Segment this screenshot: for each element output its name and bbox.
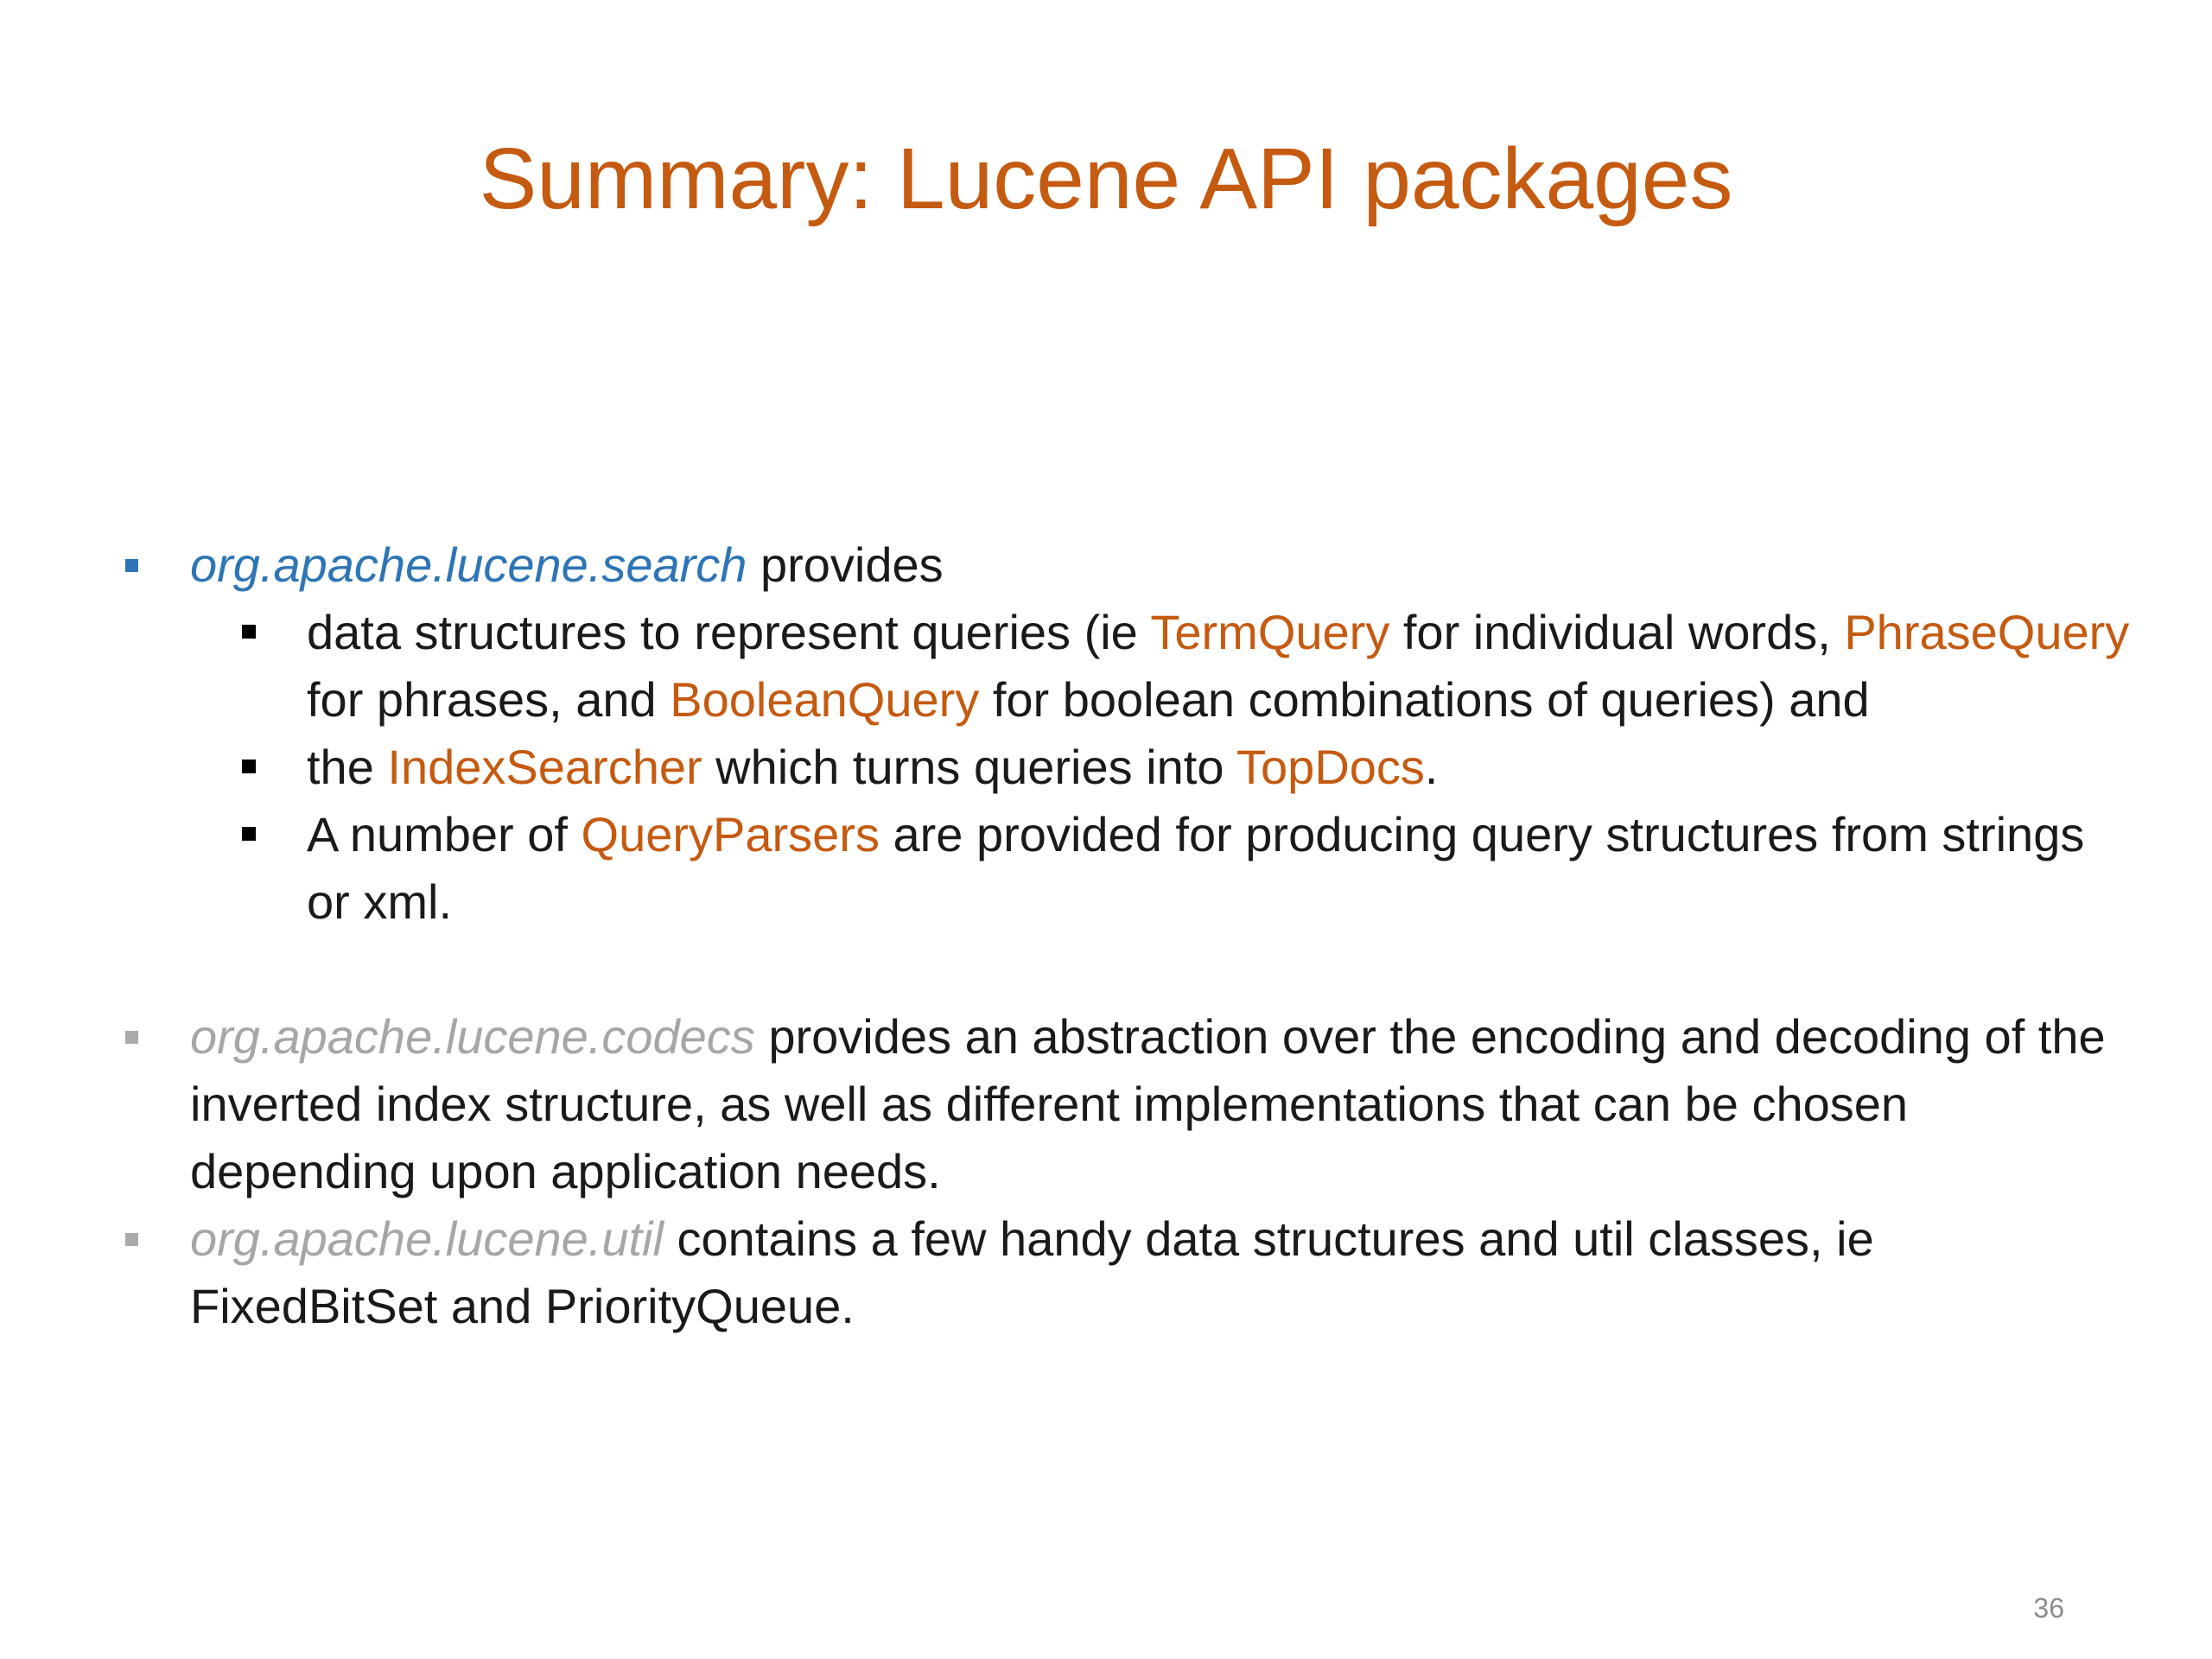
sub-bullet-text: for boolean combinations of queries) and <box>979 672 1870 727</box>
sub-bullet-square-icon <box>242 625 256 639</box>
sub-bullet-text: are provided for producing query structures from strings or xml. <box>307 807 2085 929</box>
class-name-topdocs: TopDocs <box>1236 740 1425 794</box>
bullet-text: contains a few handy data structures and util classes, ie FixedBitSet and PriorityQueue. <box>190 1211 1874 1333</box>
sub-bullet-text: A number of <box>307 807 582 861</box>
slide-title: Summary: Lucene API packages <box>479 130 1733 227</box>
bullet-util <box>125 1205 2130 1340</box>
class-name-booleanquery: BooleanQuery <box>670 672 980 727</box>
spacer <box>125 936 2130 1003</box>
sub-bullet-list <box>125 599 2130 936</box>
sub-bullet-text: the <box>307 740 388 794</box>
class-name-termquery: TermQuery <box>1150 605 1390 659</box>
package-name-search: org.apache.lucene.search <box>190 537 747 592</box>
sub-bullet-indexsearcher <box>307 734 2130 801</box>
sub-bullet-text: data structures to represent queries (ie <box>307 605 1151 659</box>
class-name-indexsearcher: IndexSearcher <box>387 740 702 794</box>
bullet-search <box>125 531 2130 599</box>
sub-bullet-text: for phrases, and <box>307 672 671 727</box>
bullet-square-icon <box>125 1031 138 1044</box>
class-name-phrasequery: PhraseQuery <box>1844 605 2130 659</box>
bullet-list <box>125 531 2130 1340</box>
sub-bullet-text: . <box>1424 740 1439 794</box>
sub-bullet-text: which turns queries into <box>702 740 1237 794</box>
bullet-text: provides an abstraction over the encoding and decoding of the inverted index structure, as well as different implementations that can be chosen depending upon application needs. <box>190 1009 2106 1198</box>
sub-bullet-square-icon <box>242 827 256 841</box>
class-name-queryparsers: QueryParsers <box>581 807 880 861</box>
bullet-text: provides <box>747 537 944 592</box>
package-name-util: org.apache.lucene.util <box>190 1211 664 1266</box>
sub-bullet-text: for individual words, <box>1389 605 1845 659</box>
package-name-codecs: org.apache.lucene.codecs <box>190 1009 755 1064</box>
sub-bullet-queries <box>307 599 2130 734</box>
bullet-square-icon <box>125 559 138 572</box>
sub-bullet-queryparsers <box>307 801 2130 936</box>
bullet-codecs <box>125 1003 2130 1205</box>
bullet-square-icon <box>125 1233 138 1246</box>
sub-bullet-square-icon <box>242 760 256 773</box>
page-number: 36 <box>2033 1592 2064 1624</box>
